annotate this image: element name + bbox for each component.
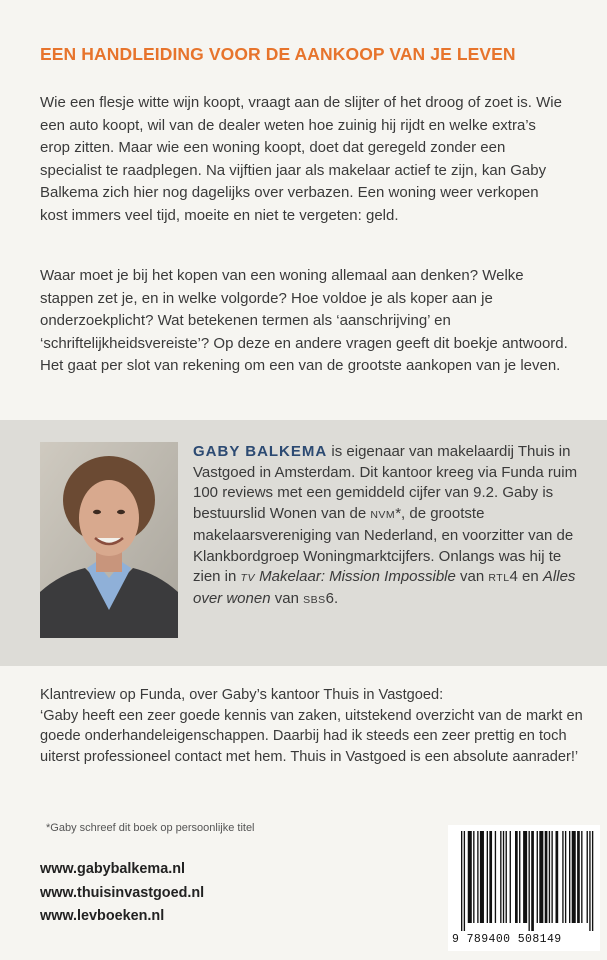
- author-photo: [40, 442, 178, 638]
- author-name: GABY BALKEMA: [193, 443, 328, 460]
- barcode-bar: [495, 831, 496, 923]
- barcode-bar: [537, 831, 538, 923]
- barcode-bar: [531, 831, 534, 931]
- barcode-bar: [487, 831, 488, 923]
- barcode-bar: [464, 831, 465, 931]
- barcode-bars: [453, 831, 595, 931]
- barcode-bar: [562, 831, 563, 923]
- footnote: *Gaby schreef dit boek op persoonlijke titel: [46, 822, 255, 834]
- barcode-bar: [468, 831, 472, 923]
- headline: EEN HANDLEIDING VOOR DE AANKOOP VAN JE LEVEN: [40, 44, 516, 64]
- barcode-bar: [551, 831, 552, 923]
- barcode-bar: [592, 831, 593, 931]
- client-review: [40, 685, 585, 767]
- website-links: [40, 858, 204, 929]
- barcode-bar: [523, 831, 527, 923]
- barcode-bar: [529, 831, 530, 931]
- link-thuisinvastgoed[interactable]: www.thuisinvastgoed.nl: [40, 884, 205, 901]
- barcode-bar: [565, 831, 566, 923]
- barcode-bar: [549, 831, 550, 923]
- barcode-bar: [519, 831, 520, 923]
- isbn-number: 9 789400 508149: [452, 933, 562, 946]
- barcode-bar: [545, 831, 548, 923]
- intro-paragraph-1: Wie een flesje witte wijn koopt, vraagt aan de slijter of het droog of zoet is. Wie een auto koopt, wil van de dealer weten hoe zuinig hij rijdt en welke extra’s erop zitten. Maar wie een woning koopt, doet dat geregeld zonder een specialist te raadplegen. Na vijftien jaar als makelaar actief te zijn, kan Gaby Balkema zich hier nog dagelijks over verbazen. Een woning weer verkopen kost immers veel tijd, moeite en niet te vergeten: geld.: [40, 94, 562, 224]
- isbn-barcode: [448, 825, 600, 951]
- barcode-bar: [506, 831, 507, 923]
- barcode-bar: [572, 831, 576, 923]
- barcode-bar: [510, 831, 511, 923]
- barcode-bar: [480, 831, 484, 923]
- barcode-bar: [503, 831, 504, 923]
- barcode-bar: [556, 831, 559, 923]
- review-quote: ‘Gaby heeft een zeer goede kennis van zaken, uitstekend overzicht van de markt en goede onderhandeleigenschappen. Daarbij had ik steeds een zeer prettig en toch uiterst professioneel contact met hem. Thuis in Vastgoed is een absolute aanrader!’: [40, 707, 583, 765]
- barcode-bar: [477, 831, 478, 923]
- barcode-bar: [489, 831, 492, 923]
- review-intro: Klantreview op Funda, over Gaby’s kantoor Thuis in Vastgoed:: [40, 687, 444, 703]
- author-bio: GABY BALKEMA is eigenaar van makelaardij Thuis in Vastgoed in Amsterdam. Dit kantoor kreeg via Funda ruim 100 reviews met een gemiddeld cijfer van 9.2. Gaby is bestuurslid Wonen van de NVM*, de grootste makelaarsvereniging van Nederland, en voorzitter van de Klankbordgroep Woningmarktcijfers. Onlangs was hij te zien in TV Makelaar: Mission Impossible van RTL4 en Alles over wonen van SBS6.: [193, 443, 578, 607]
- barcode-bar: [577, 831, 580, 923]
- barcode-bar: [539, 831, 543, 923]
- link-gabybalkema[interactable]: www.gabybalkema.nl: [40, 861, 186, 877]
- barcode-bar: [581, 831, 582, 923]
- barcode-bar: [515, 831, 518, 923]
- barcode-bar: [589, 831, 590, 931]
- barcode-bar: [587, 831, 588, 923]
- intro-paragraph-2: Waar moet je bij het kopen van een woning allemaal aan denken? Welke stappen zet je, en in welke volgorde? Hoe voldoe je als koper aan je onderzoekplicht? Wat betekenen termen als ‘aanschrijving’ en ‘schriftelijkheidsvereiste’? Op deze en andere vragen geeft dit boekje antwoord. Het gaat per slot van rekening om een van de grootste aankopen van je leven.: [40, 267, 568, 374]
- link-levboeken[interactable]: www.levboeken.nl: [40, 908, 165, 924]
- barcode-bar: [569, 831, 570, 923]
- barcode-bar: [461, 831, 462, 931]
- barcode-bar: [500, 831, 501, 923]
- barcode-bar: [473, 831, 474, 923]
